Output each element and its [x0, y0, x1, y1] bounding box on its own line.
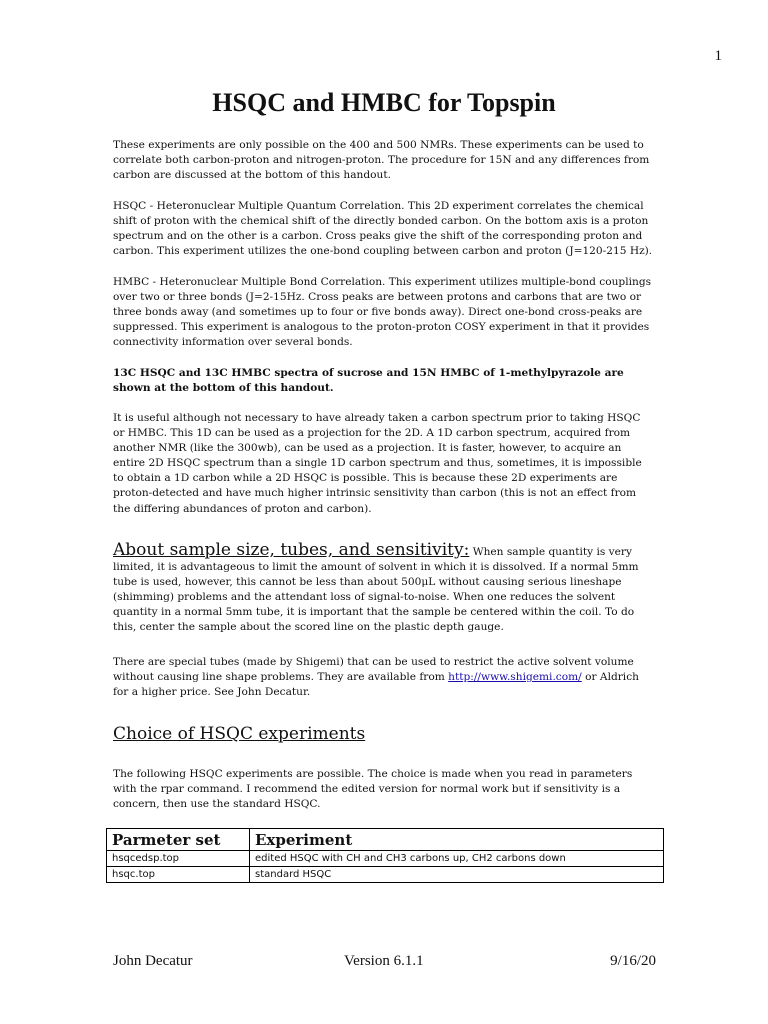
table-header-parameter: Parmeter set [107, 829, 250, 851]
choice-heading: Choice of HSQC experiments [113, 724, 366, 744]
tubes-text-before: There are special tubes (made by Shigemi) that can be used to restrict the active solvent volume without causing line shape problems. They are available from [113, 656, 634, 684]
table-row [107, 867, 664, 883]
sample-size-heading: About sample size, tubes, and sensitivity: [113, 540, 470, 560]
parameter-table [106, 828, 664, 883]
table-header-row [107, 829, 664, 851]
footer-date: 9/16/20 [610, 953, 656, 969]
shigemi-link[interactable]: http://www.shigemi.com/ [448, 671, 582, 684]
spectra-note-paragraph: 13C HSQC and 13C HMBC spectra of sucrose and 15N HMBC of 1-methylpyrazole are shown at the bottom of this handout. [113, 367, 624, 395]
intro-paragraph: These experiments are only possible on the 400 and 500 NMRs. These experiments can be used to correlate both carbon-proton and nitrogen-proton. The procedure for 15N and any differences from carbon are discussed at the bottom of this handout. [113, 139, 650, 182]
table-cell-parameter: hsqc.top [107, 867, 250, 883]
table-cell-experiment: edited HSQC with CH and CH3 carbons up, CH2 carbons down [250, 851, 664, 867]
sample-size-paragraph [113, 540, 653, 636]
page-number: 1 [714, 48, 722, 64]
table-cell-experiment: standard HSQC [250, 867, 664, 883]
page-title: HSQC and HMBC for Topspin [212, 88, 556, 117]
tubes-text-after: or Aldrich for a higher price. See John Decatur. [113, 671, 639, 699]
choice-paragraph: The following HSQC experiments are possible. The choice is made when you read in parameters with the rpar command. I recommend the edited version for normal work but if sensitivity is a concern, then use the standard HSQC. [113, 768, 633, 811]
footer-version: Version 6.1.1 [344, 953, 424, 969]
table-row [107, 851, 664, 867]
carbon-spectrum-paragraph: It is useful although not necessary to have already taken a carbon spectrum prior to taking HSQC or HMBC. This 1D can be used as a projection for the 2D. A 1D carbon spectrum, acquired from another NMR (like the 300wb), can be used as a projection. It is faster, however, to acquire an entire 2D HSQC spectrum than a single 1D carbon spectrum and thus, sometimes, it is impossible to obtain a 1D carbon while a 2D HSQC is possible. This is because these 2D experiments are proton-detected and have much higher intrinsic sensitivity than carbon (this is not an effect from the differing abundances of proton and carbon). [113, 412, 642, 515]
footer-author: John Decatur [113, 953, 193, 969]
sample-size-text: When sample quantity is very limited, it is advantageous to limit the amount of solvent in which it is dissolved. If a normal 5mm tube is used, however, this cannot be less than about 500μL without causing serious lineshape (shimming) problems and the attendant loss of signal-to-noise. When one reduces the solvent quantity in a normal 5mm tube, it is important that the sample be centered within the coil. To do this, center the sample about the scored line on the plastic depth gauge. [113, 546, 639, 634]
hmbc-paragraph: HMBC - Heteronuclear Multiple Bond Correlation. This experiment utilizes multiple-bond couplings over two or three bonds (J=2-15Hz. Cross peaks are between protons and carbons that are two or three bonds away (and sometimes up to four or five bonds away). Direct one-bond cross-peaks are suppressed. This experiment is analogous to the proton-proton COSY experiment in that it provides connectivity information over several bonds. [113, 276, 652, 349]
shigemi-tubes-paragraph [113, 655, 653, 700]
hsqc-paragraph: HSQC - Heteronuclear Multiple Quantum Correlation. This 2D experiment correlates the chemical shift of proton with the chemical shift of the directly bonded carbon. On the bottom axis is a proton spectrum and on the other is a carbon. Cross peaks give the shift of the corresponding proton and carbon. This experiment utilizes the one-bond coupling between carbon and proton (J=120-215 Hz). [113, 200, 653, 258]
table-cell-parameter: hsqcedsp.top [107, 851, 250, 867]
table-header-experiment: Experiment [250, 829, 664, 851]
